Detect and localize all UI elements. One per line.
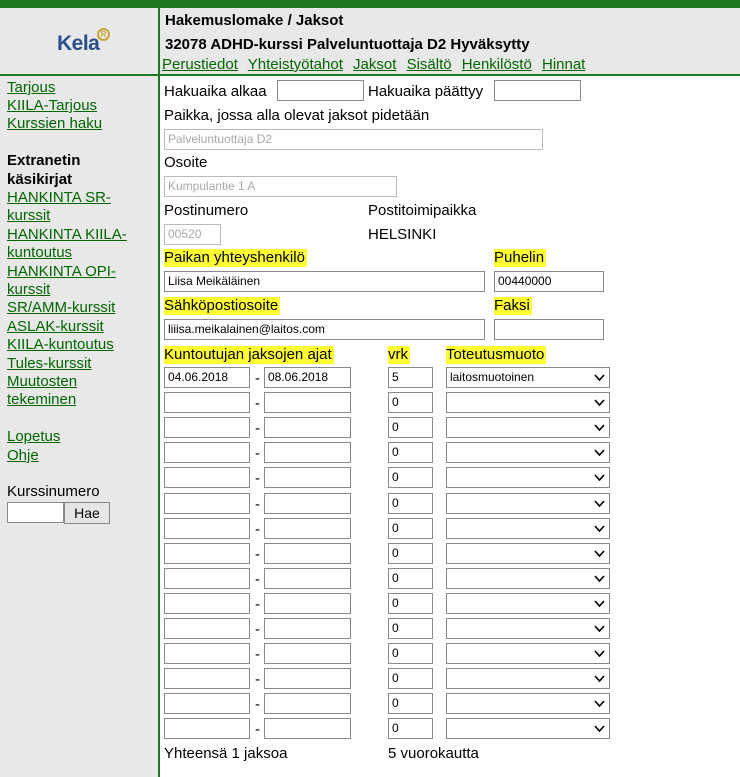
period-vrk-input[interactable]: 0 [388, 493, 433, 514]
period-vrk-input[interactable]: 0 [388, 467, 433, 488]
period-end-input[interactable] [264, 467, 351, 488]
postinumero-label: Postinumero [164, 202, 249, 219]
chevron-down-icon [593, 647, 606, 660]
period-start-input[interactable] [164, 467, 250, 488]
haku-alkaa-label: Hakuaika alkaa [164, 83, 267, 100]
chevron-down-icon [593, 371, 606, 384]
registered-mark-icon: R [97, 28, 110, 41]
logo-area [0, 8, 158, 74]
period-end-input[interactable]: 08.06.2018 [264, 367, 351, 388]
period-end-input[interactable] [264, 643, 351, 664]
period-separator: - [255, 545, 260, 563]
total-days: 5 vuorokautta [388, 745, 479, 762]
sidebar [0, 76, 158, 777]
search-button[interactable]: Hae [64, 502, 110, 524]
sidebar-link-aslak[interactable]: ASLAK-kurssit [7, 318, 104, 335]
period-end-input[interactable] [264, 593, 351, 614]
period-mode-select[interactable] [446, 493, 610, 514]
osoite-input[interactable]: Kumpulantie 1 A [164, 176, 397, 197]
period-separator: - [255, 470, 260, 488]
page-header [160, 8, 740, 74]
sidebar-link-hankinta-kiila[interactable]: HANKINTA KIILA-kuntoutus [7, 226, 127, 261]
period-mode-select[interactable] [446, 643, 610, 664]
period-vrk-input[interactable]: 0 [388, 518, 433, 539]
period-mode-select[interactable] [446, 467, 610, 488]
sidebar-link-lopetus[interactable]: Lopetus [7, 428, 61, 445]
sidebar-link-tules[interactable]: Tules-kurssit [7, 355, 92, 372]
period-end-input[interactable] [264, 668, 351, 689]
faksi-input[interactable] [494, 319, 604, 340]
col-dates-header: Kuntoutujan jaksojen ajat [164, 346, 332, 363]
col-mode-header: Toteutusmuoto [446, 346, 545, 363]
sidebar-link-kurssien-haku[interactable]: Kurssien haku [7, 115, 103, 132]
period-vrk-input[interactable]: 0 [388, 593, 433, 614]
postitoimipaikka-label: Postitoimipaikka [368, 202, 477, 219]
period-mode-select[interactable] [446, 718, 610, 739]
chevron-down-icon [593, 572, 606, 585]
sahkoposti-label: Sähköpostiosoite [164, 297, 279, 314]
period-start-input[interactable]: 04.06.2018 [164, 367, 250, 388]
period-mode-select[interactable] [446, 593, 610, 614]
period-start-input[interactable] [164, 693, 250, 714]
period-start-input[interactable] [164, 442, 250, 463]
sidebar-link-muutosten-tekeminen[interactable]: Muutosten tekeminen [7, 373, 78, 408]
period-separator: - [255, 395, 260, 413]
period-mode-select[interactable] [446, 442, 610, 463]
sidebar-link-hankinta-opi[interactable]: HANKINTA OPI-kurssit [7, 263, 116, 298]
tab-hinnat[interactable]: Hinnat [541, 56, 586, 73]
page-subtitle: 32078 ADHD-kurssi Palveluntuottaja D2 Hyväksytty [165, 36, 530, 53]
paikka-input[interactable]: Palveluntuottaja D2 [164, 129, 543, 150]
form-content [160, 76, 740, 777]
sidebar-link-tarjous[interactable]: Tarjous [7, 79, 56, 96]
period-mode-select[interactable] [446, 618, 610, 639]
period-mode-value: laitosmuotoinen [450, 370, 535, 384]
tab-sisalto[interactable]: Sisältö [406, 56, 452, 73]
period-start-input[interactable] [164, 392, 250, 413]
period-end-input[interactable] [264, 568, 351, 589]
period-separator: - [255, 646, 260, 664]
period-mode-select[interactable] [446, 518, 610, 539]
puhelin-label: Puhelin [494, 249, 545, 266]
period-vrk-input[interactable]: 0 [388, 392, 433, 413]
haku-paattyy-label: Hakuaika päättyy [368, 83, 484, 100]
period-end-input[interactable] [264, 618, 351, 639]
period-vrk-input[interactable]: 5 [388, 367, 433, 388]
chevron-down-icon [593, 722, 606, 735]
period-separator: - [255, 420, 260, 438]
sidebar-link-kiila-tarjous[interactable]: KIILA-Tarjous [7, 97, 98, 114]
period-mode-select[interactable] [446, 568, 610, 589]
period-end-input[interactable] [264, 417, 351, 438]
chevron-down-icon [593, 672, 606, 685]
period-separator: - [255, 370, 260, 387]
period-separator: - [255, 671, 260, 689]
sidebar-link-ohje[interactable]: Ohje [7, 447, 39, 464]
period-end-input[interactable] [264, 693, 351, 714]
page-title: Hakemuslomake / Jaksot [165, 12, 344, 29]
period-start-input[interactable] [164, 518, 250, 539]
period-separator: - [255, 445, 260, 463]
period-start-input[interactable] [164, 543, 250, 564]
tab-henkilosto[interactable]: Henkilöstö [461, 56, 532, 73]
chevron-down-icon [593, 547, 606, 560]
period-separator: - [255, 721, 260, 739]
total-periods: Yhteensä 1 jaksoa [164, 745, 288, 762]
postitoimipaikka-value: HELSINKI [368, 226, 437, 243]
period-end-input[interactable] [264, 392, 351, 413]
period-vrk-input[interactable]: 0 [388, 643, 433, 664]
tab-yhteistyotahot[interactable]: Yhteistyötahot [247, 56, 343, 73]
period-vrk-input[interactable]: 0 [388, 543, 433, 564]
paikka-label: Paikka, jossa alla olevat jaksot pidetään [164, 107, 430, 124]
puhelin-input[interactable]: 00440000 [494, 271, 604, 292]
haku-paattyy-input[interactable] [494, 80, 581, 101]
period-vrk-input[interactable]: 0 [388, 718, 433, 739]
period-mode-select[interactable] [446, 417, 610, 438]
sahkoposti-input[interactable]: liiisa.meikalainen@laitos.com [164, 319, 485, 340]
chevron-down-icon [593, 522, 606, 535]
period-mode-select[interactable] [446, 392, 610, 413]
sidebar-link-hankinta-sr[interactable]: HANKINTA SR-kurssit [7, 189, 111, 224]
tab-perustiedot[interactable]: Perustiedot [162, 56, 238, 73]
period-mode-select[interactable] [446, 367, 610, 388]
period-start-input[interactable] [164, 643, 250, 664]
period-vrk-input[interactable]: 0 [388, 442, 433, 463]
period-vrk-input[interactable]: 0 [388, 693, 433, 714]
period-end-input[interactable] [264, 718, 351, 739]
top-border [0, 0, 740, 8]
chevron-down-icon [593, 597, 606, 610]
period-start-input[interactable] [164, 718, 250, 739]
col-vrk-header: vrk [388, 346, 408, 363]
period-vrk-input[interactable]: 0 [388, 668, 433, 689]
sidebar-section-title: Extranetin käsikirjat [7, 152, 81, 188]
period-end-input[interactable] [264, 493, 351, 514]
period-vrk-input[interactable]: 0 [388, 618, 433, 639]
tab-jaksot[interactable]: Jaksot [353, 56, 397, 73]
period-mode-select[interactable] [446, 668, 610, 689]
postinumero-input[interactable]: 00520 [164, 224, 221, 245]
sidebar-link-sr-amm[interactable]: SR/AMM-kurssit [7, 299, 116, 316]
haku-alkaa-input[interactable] [277, 80, 364, 101]
tab-nav [162, 56, 591, 73]
period-mode-select[interactable] [446, 693, 610, 714]
period-end-input[interactable] [264, 543, 351, 564]
period-separator: - [255, 495, 260, 513]
period-separator: - [255, 621, 260, 638]
period-start-input[interactable] [164, 493, 250, 514]
chevron-down-icon [593, 497, 606, 510]
period-start-input[interactable] [164, 618, 250, 639]
period-end-input[interactable] [264, 442, 351, 463]
period-separator: - [255, 520, 260, 538]
chevron-down-icon [593, 697, 606, 710]
yhteyshenkilo-input[interactable]: Liisa Meikäläinen [164, 271, 485, 292]
sidebar-link-kiila-kuntoutus[interactable]: KIILA-kuntoutus [7, 336, 114, 353]
period-start-input[interactable] [164, 417, 250, 438]
period-start-input[interactable] [164, 593, 250, 614]
course-number-label: Kurssinumero [7, 483, 100, 500]
chevron-down-icon [593, 421, 606, 434]
chevron-down-icon [593, 622, 606, 635]
period-separator: - [255, 696, 260, 714]
chevron-down-icon [593, 446, 606, 459]
faksi-label: Faksi [494, 297, 530, 314]
period-start-input[interactable] [164, 668, 250, 689]
osoite-label: Osoite [164, 154, 208, 171]
chevron-down-icon [593, 471, 606, 484]
yhteyshenkilo-label: Paikan yhteyshenkilö [164, 249, 305, 266]
chevron-down-icon [593, 396, 606, 409]
period-mode-select[interactable] [446, 543, 610, 564]
period-end-input[interactable] [264, 518, 351, 539]
period-separator: - [255, 595, 260, 613]
period-vrk-input[interactable]: 0 [388, 417, 433, 438]
kela-logo[interactable]: Kela [57, 32, 100, 55]
course-number-input[interactable] [7, 502, 64, 523]
period-vrk-input[interactable]: 0 [388, 568, 433, 589]
period-separator: - [255, 570, 260, 588]
period-start-input[interactable] [164, 568, 250, 589]
